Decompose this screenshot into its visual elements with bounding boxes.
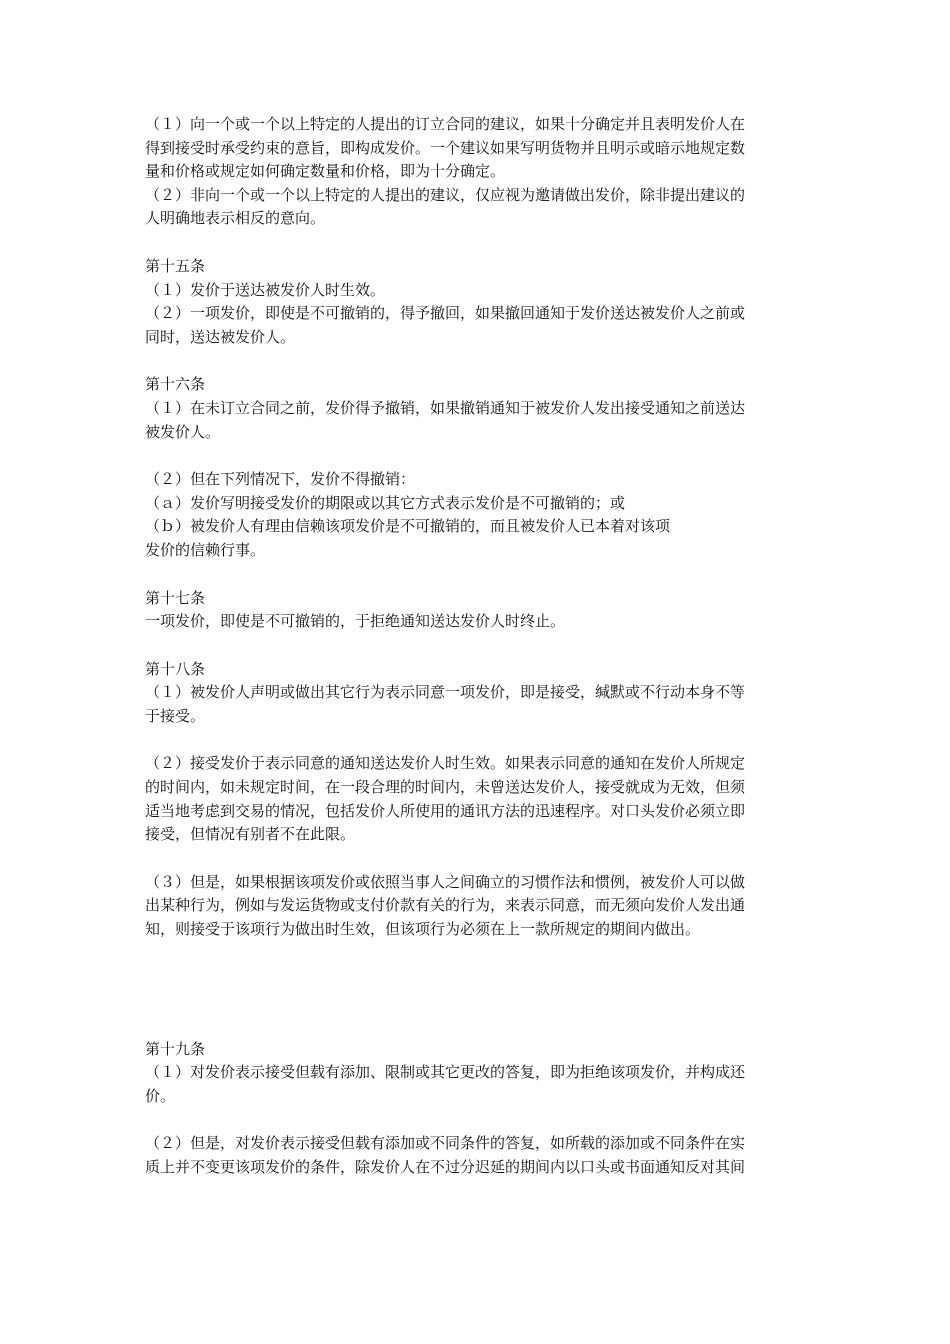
article-heading: 第十六条 xyxy=(145,375,206,394)
paragraph-line: 得到接受时承受约束的意旨，即构成发价。一个建议如果写明货物并且明示或暗示地规定数 xyxy=(145,138,746,157)
paragraph-line: 价。 xyxy=(145,1086,176,1105)
paragraph-line: （１）对发价表示接受但载有添加、限制或其它更改的答复，即为拒绝该项发价，并构成还 xyxy=(145,1063,746,1082)
paragraph-line: （２）非向一个或一个以上特定的人提出的建议，仅应视为邀请做出发价，除非提出建议的 xyxy=(145,185,746,204)
paragraph-line: （２）接受发价于表示同意的通知送达发价人时生效。如果表示同意的通知在发价人所规定 xyxy=(145,754,746,773)
paragraph-line: （３）但是，如果根据该项发价或依照当事人之间确立的习惯作法和惯例，被发价人可以做 xyxy=(145,872,746,891)
paragraph-line: 的时间内，如未规定时间，在一段合理的时间内，未曾送达发价人，接受就成为无效，但须 xyxy=(145,778,746,797)
paragraph-line: （１）向一个或一个以上特定的人提出的订立合同的建议，如果十分确定并且表明发价人在 xyxy=(145,115,746,133)
paragraph-line: （１）发价于送达被发价人时生效。 xyxy=(145,280,386,299)
article-heading: 第十九条 xyxy=(145,1039,206,1058)
document-body xyxy=(145,113,810,1180)
paragraph-line: （２）但在下列情况下，发价不得撤销： xyxy=(145,470,416,489)
paragraph-line: 被发价人。 xyxy=(145,422,221,441)
paragraph-line: 发价的信赖行事。 xyxy=(145,540,266,559)
paragraph-line: 出某种行为，例如与发运货物或支付价款有关的行为，来表示同意，而无须向发价人发出通 xyxy=(145,896,746,915)
paragraph-line: （２）但是，对发价表示接受但载有添加或不同条件的答复，如所载的添加或不同条件在实 xyxy=(145,1134,746,1153)
paragraph-line: （ａ）发价写明接受发价的期限或以其它方式表示发价是不可撤销的；或 xyxy=(145,493,626,512)
article-17 xyxy=(145,587,810,634)
article-16 xyxy=(145,373,810,562)
paragraph-line: 接受，但情况有别者不在此限。 xyxy=(145,825,356,844)
paragraph-line: 量和价格或规定如何确定数量和价格，即为十分确定。 xyxy=(145,162,506,181)
article-18 xyxy=(145,658,810,942)
paragraph-line: 适当地考虑到交易的情况，包括发价人所使用的通讯方法的迅速程序。对口头发价必须立即 xyxy=(145,801,746,820)
article-15 xyxy=(145,255,810,349)
paragraph-line: 于接受。 xyxy=(145,706,206,725)
article-19 xyxy=(145,1038,810,1180)
article-heading: 第十八条 xyxy=(145,659,206,678)
paragraph-line: （１）被发价人声明或做出其它行为表示同意一项发价，即是接受，缄默或不行动本身不等 xyxy=(145,683,746,702)
paragraph-line: 同时，送达被发价人。 xyxy=(145,327,296,346)
paragraph-line: （１）在未订立合同之前，发价得予撤销，如果撤销通知于被发价人发出接受通知之前送达 xyxy=(145,398,746,417)
paragraph-line: 质上并不变更该项发价的条件，除发价人在不过分迟延的期间内以口头或书面通知反对其间 xyxy=(145,1158,746,1176)
article-heading: 第十七条 xyxy=(145,588,206,607)
paragraph-line: （２）一项发价，即使是不可撤销的，得予撤回，如果撤回通知于发价送达被发价人之前或 xyxy=(145,304,746,323)
paragraph-line: （ｂ）被发价人有理由信赖该项发价是不可撤销的，而且被发价人已本着对该项 xyxy=(145,517,671,536)
article-heading: 第十五条 xyxy=(145,256,206,275)
paragraph-line: 一项发价，即使是不可撤销的，于拒绝通知送达发价人时终止。 xyxy=(145,612,566,631)
paragraph-line: 知，则接受于该项行为做出时生效，但该项行为必须在上一款所规定的期间内做出。 xyxy=(145,920,701,939)
article-14-continued xyxy=(145,113,810,231)
paragraph-line: 人明确地表示相反的意向。 xyxy=(145,209,326,228)
